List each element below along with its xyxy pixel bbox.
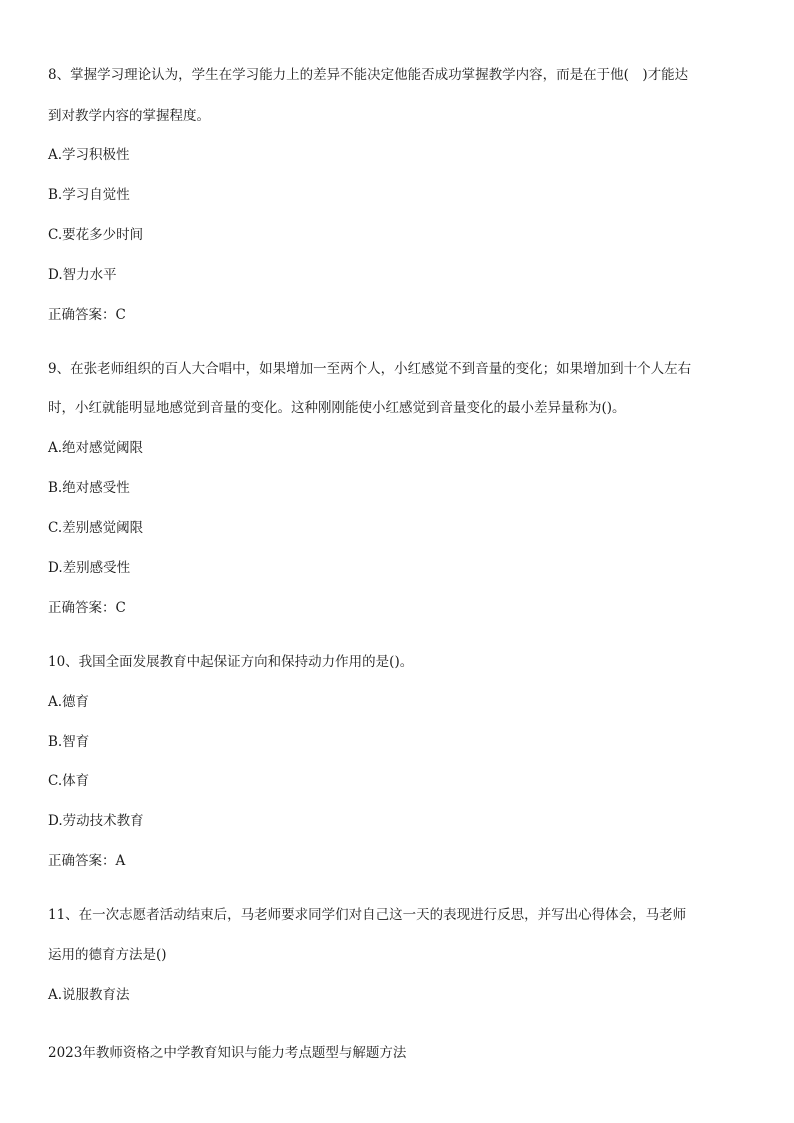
option-b: B.学习自觉性 [48, 187, 130, 203]
option-a: A.绝对感觉阈限 [48, 440, 144, 456]
option-b: B.智育 [48, 734, 90, 750]
page-footer: 2023年教师资格之中学教育知识与能力考点题型与解题方法 [48, 1045, 407, 1061]
option-c: C.差别感觉阈限 [48, 520, 144, 536]
option-a: A.说服教育法 [48, 987, 130, 1003]
question-stem: 8、掌握学习理论认为，学生在学习能力上的差异不能决定他能否成功掌握教学内容，而是在于他( )才能达 [48, 67, 689, 83]
option-d: D.差别感受性 [48, 560, 131, 576]
question-stem-continued: 运用的德育方法是() [48, 947, 167, 963]
option-d: D.劳动技术教育 [48, 813, 144, 829]
question-stem: 9、在张老师组织的百人大合唱中，如果增加一至两个人，小红感觉不到音量的变化；如果增加到十个人左右 [48, 361, 692, 377]
question-stem: 11、在一次志愿者活动结束后，马老师要求同学们对自己这一天的表现进行反思，并写出心得体会，马老师 [48, 907, 687, 923]
correct-answer: 正确答案：A [48, 853, 126, 869]
option-b: B.绝对感受性 [48, 480, 130, 496]
correct-answer: 正确答案：C [48, 600, 126, 616]
correct-answer: 正确答案：C [48, 307, 126, 323]
option-c: C.要花多少时间 [48, 227, 144, 243]
option-a: A.德育 [48, 694, 90, 710]
question-stem: 10、我国全面发展教育中起保证方向和保持动力作用的是()。 [48, 654, 414, 670]
option-d: D.智力水平 [48, 267, 117, 283]
question-stem-continued: 到对教学内容的掌握程度。 [48, 108, 210, 124]
question-stem-continued: 时，小红就能明显地感觉到音量的变化。这种刚刚能使小红感觉到音量变化的最小差异量称为()。 [48, 400, 626, 416]
option-c: C.体育 [48, 773, 90, 789]
option-a: A.学习积极性 [48, 147, 130, 163]
